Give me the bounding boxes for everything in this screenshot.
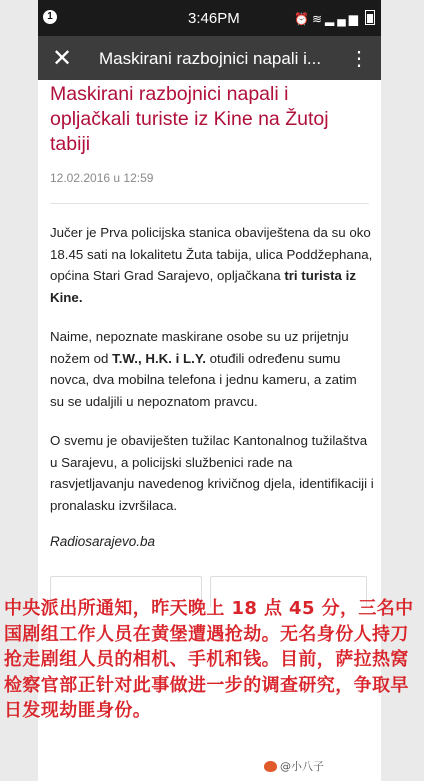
paragraph-text: Jučer je Prva policijska stanica obaviještena da su oko 18.45 sati na lokalitetu Žuta tabija, ulica Poddžephana, općina Stari Grad Sarajevo, opljačkana [50,225,373,283]
alarm-icon: ⏰ [294,12,312,26]
watermark [264,758,324,774]
close-icon[interactable]: ✕ [52,45,73,72]
status-bar [38,0,381,36]
weibo-logo-icon [264,761,277,772]
divider [50,203,369,204]
paragraph-bold: tri turista iz Kine. [50,268,356,305]
article [50,82,374,549]
paragraph-text: Naime, nepoznate maskirane osobe su uz prijetnju nožem od [50,329,349,366]
toolbar-title: Maskirani razbojnici napali i... [99,49,322,68]
article-date: 12.02.2016 u 12:59 [50,171,154,185]
chinese-caption: 中央派出所通知，昨天晚上 18 点 45 分，三名中国剧组工作人员在黄堡遭遇抢劫。无名身份人持刀抢走剧组人员的相机、手机和钱。目前，萨拉热窝检察官部正针对此事做进一步的调查研究，争取早日发现劫匪身份。 [4,598,414,721]
notification-count-icon: 1 [43,10,57,24]
battery-icon [365,10,375,25]
signal-icon: ▂▄▆ [325,12,361,26]
paragraph-bold: T.W., H.K. i L.Y. [112,350,206,366]
article-source: Radiosarajevo.ba [50,534,156,549]
article-headline: Maskirani razbojnici napali i opljačkali turiste iz Kine na Žutoj tabiji [50,83,329,155]
app-toolbar [38,36,381,80]
article-paragraph-2 [50,326,374,412]
more-vert-icon[interactable]: ⋮ [349,48,369,70]
article-paragraph-1 [50,222,374,308]
status-icons [294,10,375,26]
wifi-icon: ≋ [311,12,326,26]
paragraph-text: otuđili određenu sumu novca, dva mobilna telefona i jednu kameru, a zatim su se udaljili u nepoznatom pravcu. [50,350,357,409]
watermark-text: @小八子 [280,760,324,773]
article-paragraph-3: O svemu je obaviješten tužilac Kantonalnog tužilaštva u Sarajevu, a policijski službenici rade na rasvjetljavanju navedenog krivičnog djela, identifikaciji i pronalasku izvršilaca. [50,433,374,513]
status-time: 3:46PM [188,10,240,27]
